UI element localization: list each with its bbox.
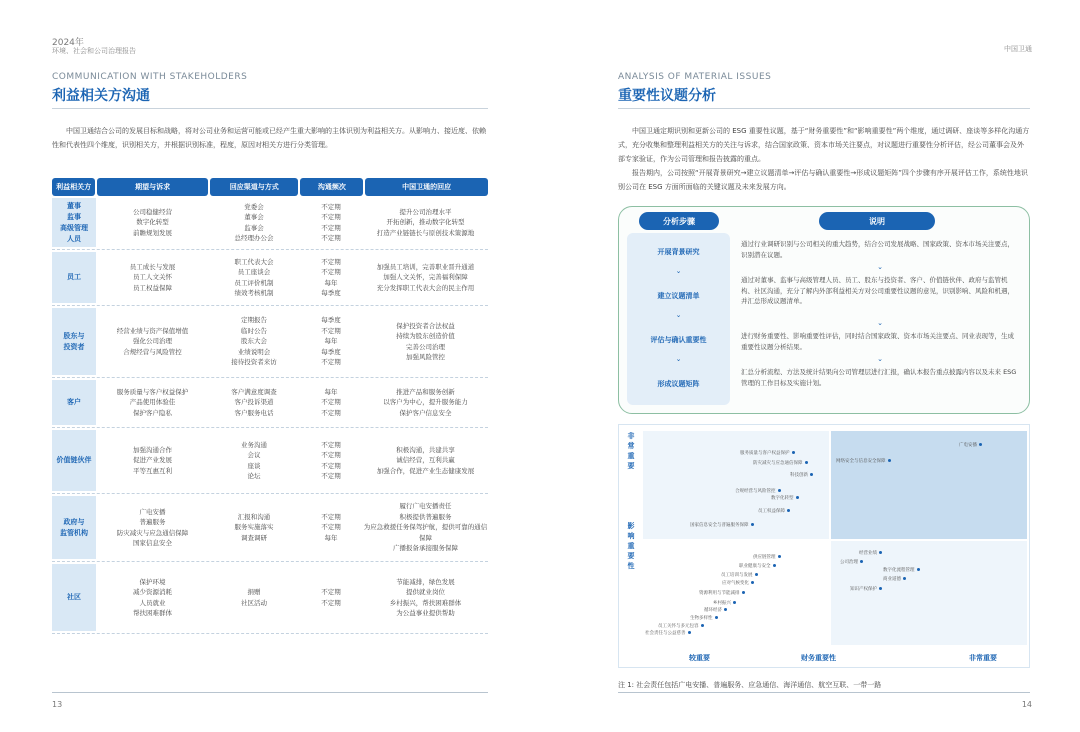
cell-line: 客户满意度调查 xyxy=(231,387,277,396)
matrix-point-label: 数字化流程管理 xyxy=(883,568,915,573)
process-step: 开展背景研究 xyxy=(657,248,700,256)
cell-line: 员工成长与发展 xyxy=(129,262,176,271)
matrix-point-label: 知识产权保护 xyxy=(850,587,877,592)
matrix-point xyxy=(805,461,808,464)
table-cell-channels xyxy=(209,196,299,249)
table-cell-channels xyxy=(209,306,299,377)
cell-line: 党委会 xyxy=(244,202,264,211)
cell-line: 不定期 xyxy=(321,523,341,532)
cell-line: 以客户为中心，提升服务能力 xyxy=(383,398,468,407)
matrix-point-label: 职业健康与安全 xyxy=(739,564,771,569)
matrix-point-label: 员工权益保障 xyxy=(758,509,785,514)
matrix-point xyxy=(879,587,882,590)
cell-line: 乡村振兴，帮扶困难群体 xyxy=(389,598,462,607)
footnote: 注 1: 社会责任包括广电安播、普遍服务、应急通信、海洋通信、航空互联、一带一路 xyxy=(618,681,882,689)
matrix-quadrant-top-right xyxy=(831,431,1027,539)
cell-line: 服务实施落实 xyxy=(234,523,274,532)
page-number: 13 xyxy=(52,700,63,709)
header-subtitle: 环境、社会和公司治理报告 xyxy=(52,47,136,55)
cell-line: 合规经营与风险管控 xyxy=(123,347,182,356)
chevron-down-icon: ⌄ xyxy=(675,311,682,319)
table-cell-frequency xyxy=(299,378,363,427)
table-cell-channels xyxy=(209,250,299,305)
table-cell-channels xyxy=(209,428,299,493)
table-header-cell: 期望与诉求 xyxy=(97,178,208,196)
matrix-point-label: 广电安播 xyxy=(959,443,977,448)
matrix-point-label: 生物多样性 xyxy=(690,616,713,621)
matrix-x-label-high: 非常重要 xyxy=(969,654,997,662)
matrix-quadrant-bottom-left xyxy=(643,541,829,645)
matrix-point-label: 防灾减灾与应急通信保障 xyxy=(753,461,803,466)
cell-line: 保护客户隐私 xyxy=(133,408,172,417)
matrix-point-label: 资源利用与节能减排 xyxy=(699,591,740,596)
cell-line: 加强合作，促进产业生态健康发展 xyxy=(376,466,475,475)
table-cell-expectations xyxy=(96,196,209,249)
cell-line: 防灾减灾与应急通信保障 xyxy=(116,528,189,537)
process-steps-column xyxy=(627,233,730,405)
cell-line: 每季度 xyxy=(321,347,341,356)
matrix-point-label: 员工培训与发展 xyxy=(721,573,753,578)
chevron-down-icon: ⌄ xyxy=(675,267,682,275)
table-cell-expectations xyxy=(96,378,209,427)
cell-line: 提供就业岗位 xyxy=(406,588,445,596)
cell-line: 加强沟通合作 xyxy=(133,445,172,454)
table-header-cell: 沟通频次 xyxy=(300,178,363,196)
cell-line: 人员就业 xyxy=(139,598,166,607)
stakeholder-group: 价值链伙伴 xyxy=(52,430,96,491)
cell-line: 不定期 xyxy=(321,398,341,407)
cell-line: 不定期 xyxy=(321,461,341,470)
matrix-point-label: 社会责任与公益慈善 xyxy=(645,631,686,636)
matrix-point xyxy=(796,496,799,499)
cell-line: 座谈 xyxy=(247,461,261,470)
footer-divider xyxy=(618,692,1030,693)
table-cell-responses xyxy=(363,378,488,427)
matrix-point-label: 国家信息安全与普遍服务保障 xyxy=(690,523,749,528)
process-steps-title: 分析步骤 xyxy=(639,212,719,230)
analysis-process-box xyxy=(618,206,1030,414)
cell-line: 总经理办公会 xyxy=(234,234,274,242)
cell-line: 员工座谈会 xyxy=(237,268,271,276)
stakeholder-group: 股东与 投资者 xyxy=(52,308,96,375)
cell-line: 完善公司治理 xyxy=(406,342,445,351)
cell-line: 服务质量与客户权益保护 xyxy=(116,387,189,396)
cell-line: 社区活动 xyxy=(241,598,267,607)
cell-line: 汇报和沟通 xyxy=(237,512,271,521)
matrix-point xyxy=(778,489,781,492)
cell-line: 开拓创新，推动数字化转型 xyxy=(386,218,465,227)
table-cell-frequency xyxy=(299,562,363,633)
cell-line: 平等互惠互利 xyxy=(133,466,172,475)
matrix-point-label: 合规经营与风险管控 xyxy=(735,489,776,494)
cell-line: 不定期 xyxy=(321,598,341,607)
cell-line: 不定期 xyxy=(321,588,341,596)
cell-line: 经营业绩与资产保值增值 xyxy=(116,326,189,335)
cell-line: 捐赠 xyxy=(247,588,261,596)
cell-line: 积极沟通，共建共享 xyxy=(396,445,455,454)
cell-line: 广播报备承接服务保障 xyxy=(393,544,458,553)
footer-divider xyxy=(52,692,488,693)
table-cell-frequency xyxy=(299,494,363,561)
table-cell-responses xyxy=(363,196,488,249)
process-step: 评估与确认重要性 xyxy=(650,336,707,344)
cell-line: 每季度 xyxy=(321,316,341,325)
table-header-cell: 利益相关方 xyxy=(52,178,95,196)
stakeholder-group: 客户 xyxy=(52,380,96,425)
cell-line: 客户服务电话 xyxy=(234,408,274,417)
table-cell-expectations xyxy=(96,428,209,493)
process-descriptions xyxy=(737,233,1023,405)
cell-line: 调查调研 xyxy=(241,533,267,542)
matrix-point xyxy=(778,555,781,558)
process-description: 通过对董事、监事与高级管理人员、员工、股东与投资者、客户、价值链伙伴、政府与监管机构、社区沟通，充分了解内外部利益相关方对公司重要性议题的意见，识别影响、风险和机遇，并汇总形成议题清单。 xyxy=(741,276,1014,305)
cell-line: 会议 xyxy=(247,451,261,459)
cell-line: 客户投诉渠道 xyxy=(234,398,274,407)
cell-line: 定期报告 xyxy=(241,316,267,325)
stakeholder-group: 政府与 监管机构 xyxy=(52,496,96,559)
stakeholder-group: 社区 xyxy=(52,564,96,631)
process-step: 形成议题矩阵 xyxy=(657,380,700,388)
cell-line: 节能减排，绿色发展 xyxy=(396,577,455,586)
matrix-point xyxy=(888,459,891,462)
cell-line: 数字化转型 xyxy=(136,218,169,227)
cell-line: 员工权益保障 xyxy=(133,283,172,292)
cell-line: 推进产品和服务创新 xyxy=(396,387,455,396)
cell-line: 加强风险管控 xyxy=(406,353,445,361)
table-cell-expectations xyxy=(96,562,209,633)
table-cell-expectations xyxy=(96,306,209,377)
analysis-paragraph-1: 中国卫通定期识别和更新公司的 ESG 重要性议题，基于“财务重要性”和“影响重要性”两个维度，通过调研、座谈等多样化沟通方式，充分收集和整理利益相关方的关注与诉求，结合国家政策、资本市场关注要点，对议题进行重要性分析评估，经公司董事会及外部专家验证，作为公司管理和报告披露的重点。 xyxy=(618,127,1030,163)
intro-paragraph: 中国卫通结合公司的发展目标和战略，将对公司业务和运营可能或已经产生重大影响的主体识别为利益相关方。从影响力、接近度、依赖性和代表性四个维度，识别相关方，并根据识别标准，程度，原因对相关方进行分类管理。 xyxy=(52,127,486,149)
header-company: 中国卫通 xyxy=(1004,45,1032,53)
cell-line: 不定期 xyxy=(321,202,341,211)
section-divider xyxy=(618,108,1030,109)
section-title-en: COMMUNICATION WITH STAKEHOLDERS xyxy=(52,72,248,82)
cell-line: 不定期 xyxy=(321,213,341,221)
matrix-point xyxy=(715,616,718,619)
cell-line: 强化公司治理 xyxy=(133,337,172,346)
cell-line: 员工评价机制 xyxy=(234,278,274,287)
matrix-point xyxy=(787,509,790,512)
chevron-down-icon: ⌄ xyxy=(877,355,883,363)
table-header xyxy=(52,178,488,196)
cell-line: 为应急救援任务保驾护航，提供可靠的通信保障 xyxy=(363,523,488,542)
matrix-quadrant-top-left xyxy=(643,431,829,539)
matrix-point xyxy=(751,581,754,584)
matrix-point-label: 公司治理 xyxy=(840,560,858,565)
matrix-point xyxy=(810,473,813,476)
table-cell-channels xyxy=(209,562,299,633)
matrix-point xyxy=(751,523,754,526)
cell-line: 积极提供普遍服务 xyxy=(399,512,452,521)
cell-line: 股东大会 xyxy=(241,337,267,346)
matrix-point-label: 经营业绩 xyxy=(859,551,877,556)
table-row xyxy=(52,306,488,378)
cell-line: 广电安播 xyxy=(139,507,166,516)
table-cell-responses xyxy=(363,306,488,377)
matrix-y-axis-text: 影响重要性 xyxy=(627,522,635,570)
cell-line: 产品使用体验佳 xyxy=(129,398,176,407)
table-cell-channels xyxy=(209,494,299,561)
table-cell-responses xyxy=(363,250,488,305)
cell-line: 职工代表大会 xyxy=(234,257,274,266)
matrix-point xyxy=(903,577,906,580)
table-cell-channels xyxy=(209,378,299,427)
table-row xyxy=(52,378,488,428)
cell-line: 前瞻规划发展 xyxy=(133,228,172,237)
cell-line: 为公益事业提供帮助 xyxy=(396,609,455,617)
table-header-cell: 中国卫通的回应 xyxy=(365,178,488,196)
cell-line: 帮扶困难群体 xyxy=(133,609,172,617)
cell-line: 每季度 xyxy=(321,289,341,297)
cell-line: 加强人文关怀，完善福利保障 xyxy=(383,273,468,282)
matrix-point-label: 循环经济 xyxy=(704,608,722,613)
cell-line: 不定期 xyxy=(321,451,341,459)
cell-line: 保护投资者合法权益 xyxy=(396,321,455,330)
matrix-point-label: 员工关怀与多元包容 xyxy=(658,624,699,629)
cell-line: 不定期 xyxy=(321,358,341,367)
section-divider xyxy=(52,108,488,109)
matrix-point xyxy=(701,624,704,627)
cell-line: 保护环境 xyxy=(139,577,166,586)
cell-line: 不定期 xyxy=(321,472,341,480)
cell-line: 不定期 xyxy=(321,326,341,335)
cell-line: 打造产业链链长与原创技术策源地 xyxy=(376,228,475,237)
matrix-y-label-top-text: 非常重要 xyxy=(627,432,635,470)
stakeholder-group: 董事 监事 高级管理 人员 xyxy=(52,198,96,247)
cell-line: 员工人文关怀 xyxy=(133,273,172,282)
cell-line: 提升公司治理水平 xyxy=(399,207,452,216)
table-cell-frequency xyxy=(299,428,363,493)
matrix-x-axis-label: 财务重要性 xyxy=(801,654,836,662)
matrix-point xyxy=(724,608,727,611)
cell-line: 每年 xyxy=(324,278,338,287)
right-page xyxy=(540,0,1080,732)
table-cell-expectations xyxy=(96,250,209,305)
table-header-cell: 回应渠道与方式 xyxy=(210,178,298,196)
table-cell-responses xyxy=(363,562,488,633)
process-step: 建立议题清单 xyxy=(657,292,700,300)
matrix-point xyxy=(860,560,863,563)
section-title: 利益相关方沟通 xyxy=(52,88,150,104)
matrix-point xyxy=(733,601,736,604)
stakeholder-table xyxy=(52,178,488,634)
matrix-point xyxy=(742,591,745,594)
cell-line: 减少资源消耗 xyxy=(133,588,172,596)
matrix-point-label: 数字化转型 xyxy=(771,496,794,501)
table-cell-responses xyxy=(363,428,488,493)
cell-line: 加强员工培训，完善职业晋升通道 xyxy=(376,262,475,271)
cell-line: 诚信经营，互利共赢 xyxy=(396,456,455,465)
matrix-point xyxy=(879,551,882,554)
matrix-point-label: 供应链管理 xyxy=(753,555,776,560)
cell-line: 临时公告 xyxy=(241,326,267,335)
process-desc-title: 说明 xyxy=(819,212,935,230)
matrix-y-label-top xyxy=(625,431,637,471)
cell-line: 不定期 xyxy=(321,440,341,449)
cell-line: 董事会 xyxy=(244,213,264,221)
section-title: 重要性议题分析 xyxy=(618,88,716,104)
table-row xyxy=(52,494,488,562)
cell-line: 每年 xyxy=(324,337,338,346)
matrix-point-label: 应对气候变化 xyxy=(722,581,749,586)
process-description: 通过行业调研识别与公司相关的重大趋势，结合公司发展战略、国家政策、资本市场关注要点，识别潜在议题。 xyxy=(741,240,1014,259)
cell-line: 不定期 xyxy=(321,408,341,417)
cell-line: 每年 xyxy=(324,533,338,542)
table-cell-responses xyxy=(363,494,488,561)
matrix-point-label: 商业道德 xyxy=(883,577,901,582)
cell-line: 业绩说明会 xyxy=(237,347,271,356)
table-cell-frequency xyxy=(299,250,363,305)
table-cell-expectations xyxy=(96,494,209,561)
chevron-down-icon: ⌄ xyxy=(877,263,883,271)
cell-line: 绩效考核机制 xyxy=(234,289,274,297)
cell-line: 监事会 xyxy=(244,223,264,232)
cell-line: 持续为股东创造价值 xyxy=(396,332,455,340)
cell-line: 保护客户信息安全 xyxy=(399,408,452,417)
page-number: 14 xyxy=(1021,700,1032,709)
materiality-matrix xyxy=(618,424,1030,668)
stakeholder-group: 员工 xyxy=(52,252,96,303)
matrix-point-label: 乡村振兴 xyxy=(713,601,731,606)
matrix-point-label: 服务质量与客户权益保护 xyxy=(740,451,790,456)
process-description: 进行财务重要性、影响重要性评估，同时结合国家政策、资本市场关注要点、同业表现等，生成重要性议题分析结果。 xyxy=(741,332,1014,351)
matrix-point xyxy=(917,568,920,571)
cell-line: 不定期 xyxy=(321,234,341,242)
section-title-en: ANALYSIS OF MATERIAL ISSUES xyxy=(618,72,772,82)
table-row xyxy=(52,562,488,634)
cell-line: 不定期 xyxy=(321,268,341,276)
chevron-down-icon: ⌄ xyxy=(877,319,883,327)
header-year: 2024年 xyxy=(52,38,84,48)
analysis-paragraph-2: 报告期内，公司按照“开展背景研究→建立议题清单→评估与确认重要性→形成议题矩阵”四个步骤有序开展评估工作，系统性地识别公司在 ESG 方面所面临的关键议题及未来发展方向。 xyxy=(618,169,1028,191)
table-row xyxy=(52,196,488,250)
matrix-y-axis-label xyxy=(625,521,637,571)
cell-line: 普遍服务 xyxy=(139,518,166,526)
matrix-point xyxy=(979,443,982,446)
cell-line: 不定期 xyxy=(321,223,341,232)
matrix-point-label: 网络安全与信息安全保障 xyxy=(836,459,886,464)
process-description: 汇总分析流程、方法及统计结果向公司管理层进行汇报，确认本报告重点披露内容以及未来 ESG 管理的工作目标及实施计划。 xyxy=(741,368,1017,387)
cell-line: 不定期 xyxy=(321,512,341,521)
cell-line: 国家信息安全 xyxy=(133,539,172,547)
matrix-point xyxy=(792,451,795,454)
matrix-point-label: 科技创新 xyxy=(790,473,808,478)
cell-line: 履行广电安播责任 xyxy=(399,502,452,511)
matrix-point xyxy=(773,564,776,567)
cell-line: 促进产业发展 xyxy=(133,456,172,465)
cell-line: 充分发挥职工代表大会的民主作用 xyxy=(376,283,475,292)
cell-line: 接待投资者来访 xyxy=(231,358,277,367)
matrix-point xyxy=(688,631,691,634)
matrix-quadrant-bottom-right xyxy=(831,541,1027,645)
table-row xyxy=(52,428,488,494)
matrix-point xyxy=(755,573,758,576)
table-row xyxy=(52,250,488,306)
cell-line: 业务沟通 xyxy=(241,440,267,449)
cell-line: 每年 xyxy=(324,387,338,396)
table-cell-frequency xyxy=(299,196,363,249)
matrix-x-label-low: 较重要 xyxy=(689,654,710,662)
cell-line: 论坛 xyxy=(247,472,261,480)
table-cell-frequency xyxy=(299,306,363,377)
table-body xyxy=(52,196,488,634)
cell-line: 不定期 xyxy=(321,257,341,266)
cell-line: 公司稳健经营 xyxy=(133,207,172,216)
chevron-down-icon: ⌄ xyxy=(675,355,682,363)
